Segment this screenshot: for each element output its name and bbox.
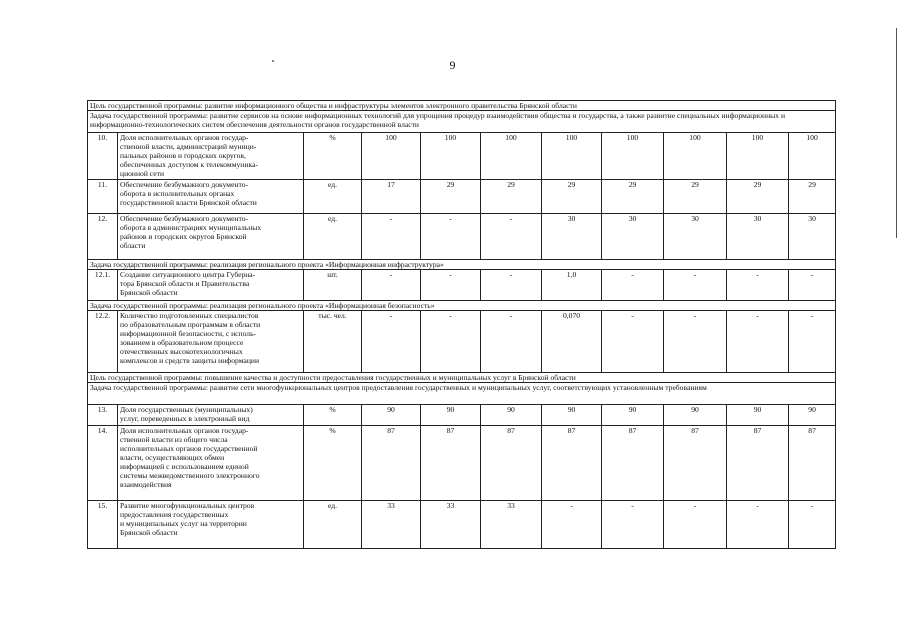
row-number: 12.2. — [88, 311, 118, 373]
year-value: - — [602, 311, 664, 373]
year-value: 100 — [362, 133, 421, 180]
scan-dot — [272, 60, 274, 62]
indicator-table — [87, 100, 836, 549]
indicator-row — [88, 426, 836, 501]
year-value: 1,0 — [542, 270, 602, 301]
unit-of-measure: % — [304, 405, 362, 426]
indicator-row — [88, 214, 836, 260]
section-heading: Цель государственной программы: повышение качества и доступности предоставления государственных и муниципальных услуг в Брянской области — [88, 373, 836, 383]
section-row — [88, 101, 836, 111]
year-value: - — [481, 214, 542, 260]
unit-of-measure: ед. — [304, 180, 362, 214]
year-value: 87 — [362, 426, 421, 501]
row-number: 12. — [88, 214, 118, 260]
indicator-row — [88, 501, 836, 549]
indicator-name: Обеспечение безбумажного документо- оборота в администрациях муниципальных районов и городских округов Брянской области — [118, 214, 304, 260]
section-row — [88, 111, 836, 133]
year-value: 29 — [421, 180, 481, 214]
indicator-row — [88, 270, 836, 301]
year-value: 87 — [664, 426, 727, 501]
row-number: 12.1. — [88, 270, 118, 301]
year-value: - — [664, 311, 727, 373]
year-value: - — [421, 270, 481, 301]
year-value: 87 — [542, 426, 602, 501]
unit-of-measure: тыс. чел. — [304, 311, 362, 373]
row-number: 14. — [88, 426, 118, 501]
year-value: - — [727, 311, 789, 373]
section-row — [88, 383, 836, 405]
unit-of-measure: % — [304, 426, 362, 501]
year-value: 33 — [362, 501, 421, 549]
scan-edge-line — [896, 28, 897, 238]
year-value: - — [602, 270, 664, 301]
section-heading: Задача государственной программы: реализация регионального проекта «Информационная инфраструктура» — [88, 260, 836, 270]
year-value: 87 — [602, 426, 664, 501]
indicator-name: Обеспечение безбумажного документо- оборота в исполнительных органах государственной власти Брянской области — [118, 180, 304, 214]
page-number: 9 — [449, 58, 456, 72]
section-heading: Задача государственной программы: развитие сети многофункциональных центров предоставления государственных и муниципальных услуг, соответствующих установленным требованиям — [88, 383, 836, 405]
year-value: - — [542, 501, 602, 549]
section-heading: Задача государственной программы: развитие сервисов на основе информационных технологий для упрощения процедур взаимодействия общества и государства, а также развитие специальных информационных и информационно-технологических систем обеспечения деятельности органов государственной власти — [88, 111, 836, 133]
section-row — [88, 373, 836, 383]
unit-of-measure: ед. — [304, 214, 362, 260]
indicator-name: Создание ситуационного центра Губерна- тора Брянской области и Правительства Брянской области — [118, 270, 304, 301]
year-value: 30 — [542, 214, 602, 260]
indicator-row — [88, 405, 836, 426]
year-value: 17 — [362, 180, 421, 214]
year-value: - — [421, 311, 481, 373]
year-value: 33 — [421, 501, 481, 549]
year-value: - — [789, 501, 836, 549]
row-number: 13. — [88, 405, 118, 426]
section-row — [88, 260, 836, 270]
year-value: 30 — [664, 214, 727, 260]
year-value: 100 — [664, 133, 727, 180]
year-value: 90 — [664, 405, 727, 426]
year-value: 90 — [362, 405, 421, 426]
indicator-name: Доля государственных (муниципальных) услуг, переведенных в электронный вид — [118, 405, 304, 426]
year-value: 29 — [664, 180, 727, 214]
year-value: 87 — [789, 426, 836, 501]
year-value: 0,070 — [542, 311, 602, 373]
year-value: - — [481, 311, 542, 373]
year-value: 29 — [481, 180, 542, 214]
row-number: 15. — [88, 501, 118, 549]
year-value: 100 — [602, 133, 664, 180]
indicator-name: Развитие многофункциональных центров предоставления государственных и муниципальных услуг на территории Брянской области — [118, 501, 304, 549]
year-value: 90 — [542, 405, 602, 426]
year-value: - — [727, 270, 789, 301]
year-value: - — [602, 501, 664, 549]
year-value: 29 — [542, 180, 602, 214]
year-value: 100 — [481, 133, 542, 180]
year-value: - — [727, 501, 789, 549]
year-value: 90 — [421, 405, 481, 426]
year-value: 33 — [481, 501, 542, 549]
year-value: - — [421, 214, 481, 260]
year-value: 90 — [789, 405, 836, 426]
year-value: 29 — [602, 180, 664, 214]
year-value: - — [789, 311, 836, 373]
unit-of-measure: ед. — [304, 501, 362, 549]
year-value: 100 — [727, 133, 789, 180]
year-value: - — [481, 270, 542, 301]
indicator-row — [88, 311, 836, 373]
year-value: 100 — [421, 133, 481, 180]
unit-of-measure: % — [304, 133, 362, 180]
year-value: 87 — [481, 426, 542, 501]
row-number: 10. — [88, 133, 118, 180]
row-number: 11. — [88, 180, 118, 214]
year-value: 90 — [602, 405, 664, 426]
year-value: 30 — [602, 214, 664, 260]
year-value: - — [664, 270, 727, 301]
indicator-name: Количество подготовленных специалистов по образовательным программам в области информационной безопасности, с исполь- зованием в образовательном процессе отечественных высокотехнологичных комплексов и средств защиты информации — [118, 311, 304, 373]
year-value: - — [362, 214, 421, 260]
year-value: 100 — [789, 133, 836, 180]
year-value: 30 — [727, 214, 789, 260]
year-value: 29 — [727, 180, 789, 214]
year-value: 30 — [789, 214, 836, 260]
section-row — [88, 301, 836, 311]
indicator-row — [88, 133, 836, 180]
indicator-name: Доля исполнительных органов государ- ственной власти из общего числа исполнительных органов государственной власти, осуществляющих обмен информацией с использованием единой системы межведомственного электронного взаимодействия — [118, 426, 304, 501]
year-value: - — [362, 311, 421, 373]
year-value: - — [362, 270, 421, 301]
section-heading: Цель государственной программы: развитие информационного общества и инфраструктуры элементов электронного правительства Брянской области — [88, 101, 836, 111]
year-value: 87 — [421, 426, 481, 501]
indicator-name: Доля исполнительных органов государ- ственной власти, администраций муници- пальных районов и городских округов, обеспеченных доступом к телекоммуника- ционной сети — [118, 133, 304, 180]
year-value: - — [664, 501, 727, 549]
year-value: 90 — [481, 405, 542, 426]
year-value: 100 — [542, 133, 602, 180]
year-value: 29 — [789, 180, 836, 214]
indicator-row — [88, 180, 836, 214]
section-heading: Задача государственной программы: реализация регионального проекта «Информационная безопасность» — [88, 301, 836, 311]
unit-of-measure: шт. — [304, 270, 362, 301]
year-value: - — [789, 270, 836, 301]
year-value: 90 — [727, 405, 789, 426]
year-value: 87 — [727, 426, 789, 501]
